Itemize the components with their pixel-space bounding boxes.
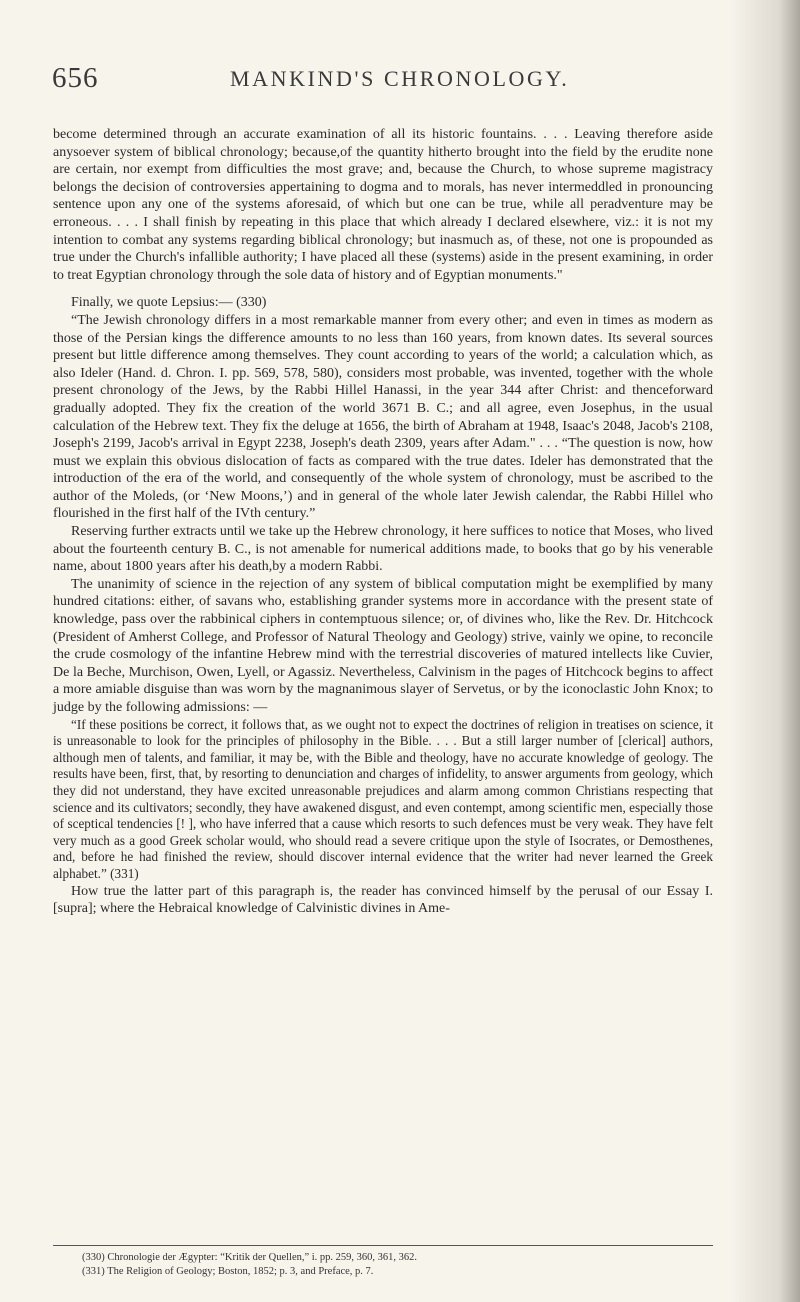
page-header	[52, 62, 712, 96]
page-edge-shadow	[730, 0, 800, 1302]
body-text	[53, 126, 713, 918]
paragraph-lepsius-quote: “The Jewish chronology differs in a most remarkable manner from every other; and even in times as modern as those of the Persian kings the difference amounts to no less than 160 years, from known dates. Its several sources present but little difference among themselves. They count according to years of the world; a calculation which, as also Ideler (Hand. d. Chron. I. pp. 569, 578, 580), considers most probable, was invented, together with the whole present chronology of the Jews, by the Rabbi Hillel Hanassi, in the year 344 after Christ: and thenceforward gradually adopted. They fix the creation of the world 3671 B. C.; and all agree, even Josephus, in the usual calculation of the Hebrew text. They fix the deluge at 1656, the birth of Abraham at 1948, Isaac's 2048, Jacob's 2108, Joseph's 2199, Jacob's arrival in Egypt 2238, Joseph's death 2309, years after Adam." . . . “The question is now, how must we explain this obvious dislocation of facts as compared with the true dates. Ideler has demonstrated that the introduction of the era of the world, and consequently of the whole system of chronology, must be ascribed to the author of the Moleds, (or ‘New Moons,’) and in general of the whole later Jewish calendar, the Rabbi Hillel who flourished in the first half of the IVth century.”	[53, 312, 713, 522]
paragraph-hitchcock-quote: “If these positions be correct, it follows that, as we ought not to expect the doctrines of religion in treatises on science, it is unreasonable to look for the principles of philosophy in the Bible. . . . But a still larger number of [clerical] authors, although men of talents, and familiar, it may be, with the Bible and theology, have no accurate knowledge of geology. The results have been, first, that, by resorting to denunciation and charges of infidelity, to answer arguments from geology, which they did not understand, they have excited unreasonable prejudices and alarm among common Christians respecting that science and its cultivators; secondly, they have awakened disgust, and even contempt, among scientific men, especially those of sceptical tendencies [! ], who have inferred that a cause which resorts to such defences must be very weak. They have felt very much as a good Greek scholar would, who should read a severe critique upon the style of Isocrates, or Demosthenes, and, before he had finished the review, should discover internal evidence that the writer had never learned the Greek alphabet.” (331)	[53, 716, 713, 881]
paragraph-hebrew-chronology: Reserving further extracts until we take up the Hebrew chronology, it here suffices to notice that Moses, who lived about the fourteenth century B. C., is not amenable for numerical additions made, to books that go by his venerable name, about 1800 years after his death,by a modern Rabbi.	[53, 524, 713, 575]
paragraph-continuation: become determined through an accurate examination of all its historic fountains. . . . Leaving therefore aside anysoever system of biblical chronology; because,of the quantity hitherto brought into the field by the erudite none are certain, nor exempt from difficulties the most grave; and, because the Church, to whose supreme magistracy belongs the decision of controversies appertaining to dogma and to morals, has never intermeddled in pronouncing sentence upon any one of the systems aforesaid, of which but one can be true, while all peradventure may be erroneous. . . . I shall finish by repeating in this place that which already I declared elsewhere, viz.: it is not my intention to combat any systems regarding biblical chronology; but inasmuch as, of these, not one is propounded as true under the Church's infallible authority; I have placed all these (systems) aside in the present examining, in order to treat Egyptian chronology through the sole data of history and of Egyptian monuments."	[53, 127, 713, 283]
paragraph-lepsius-intro: Finally, we quote Lepsius:— (330)	[71, 295, 267, 311]
page-number: 656	[52, 62, 99, 94]
footnote-divider	[53, 1245, 713, 1246]
footnote-331: (331) The Religion of Geology; Boston, 1852; p. 3, and Preface, p. 7.	[82, 1266, 374, 1277]
footnotes	[82, 1251, 712, 1279]
footnote-330: (330) Chronologie der Ægypter: “Kritik der Quellen,” i. pp. 259, 360, 361, 362.	[82, 1252, 418, 1263]
paragraph-unanimity-of-science: The unanimity of science in the rejection of any system of biblical computation might be exemplified by many hundred citations: either, of savans who, establishing grander systems more in accordance with the present state of knowledge, pass over the rabbinical ciphers in contemptuous silence; or, of divines who, like the Rev. Dr. Hitchcock (President of Amherst College, and Professor of Natural Theology and Geology) strive, vainly we opine, to reconcile the crude cosmology of the infantine Hebrew mind with the terrestrial discoveries of matured intellects like Cuvier, De la Beche, Murchison, Owen, Lyell, or Agassiz. Nevertheless, Calvinism in the pages of Hitchcock begins to affect a more amiable disguise than was worn by the magnanimous slayer of Servetus, or by the iconoclastic John Knox; to judge by the following admissions: —	[53, 576, 713, 715]
running-head: MANKIND'S CHRONOLOGY.	[230, 66, 570, 91]
paragraph-closing: How true the latter part of this paragraph is, the reader has convinced himself by the perusal of our Essay I. [supra]; where the Hebraical knowledge of Calvinistic divines in Ame-	[53, 883, 713, 917]
